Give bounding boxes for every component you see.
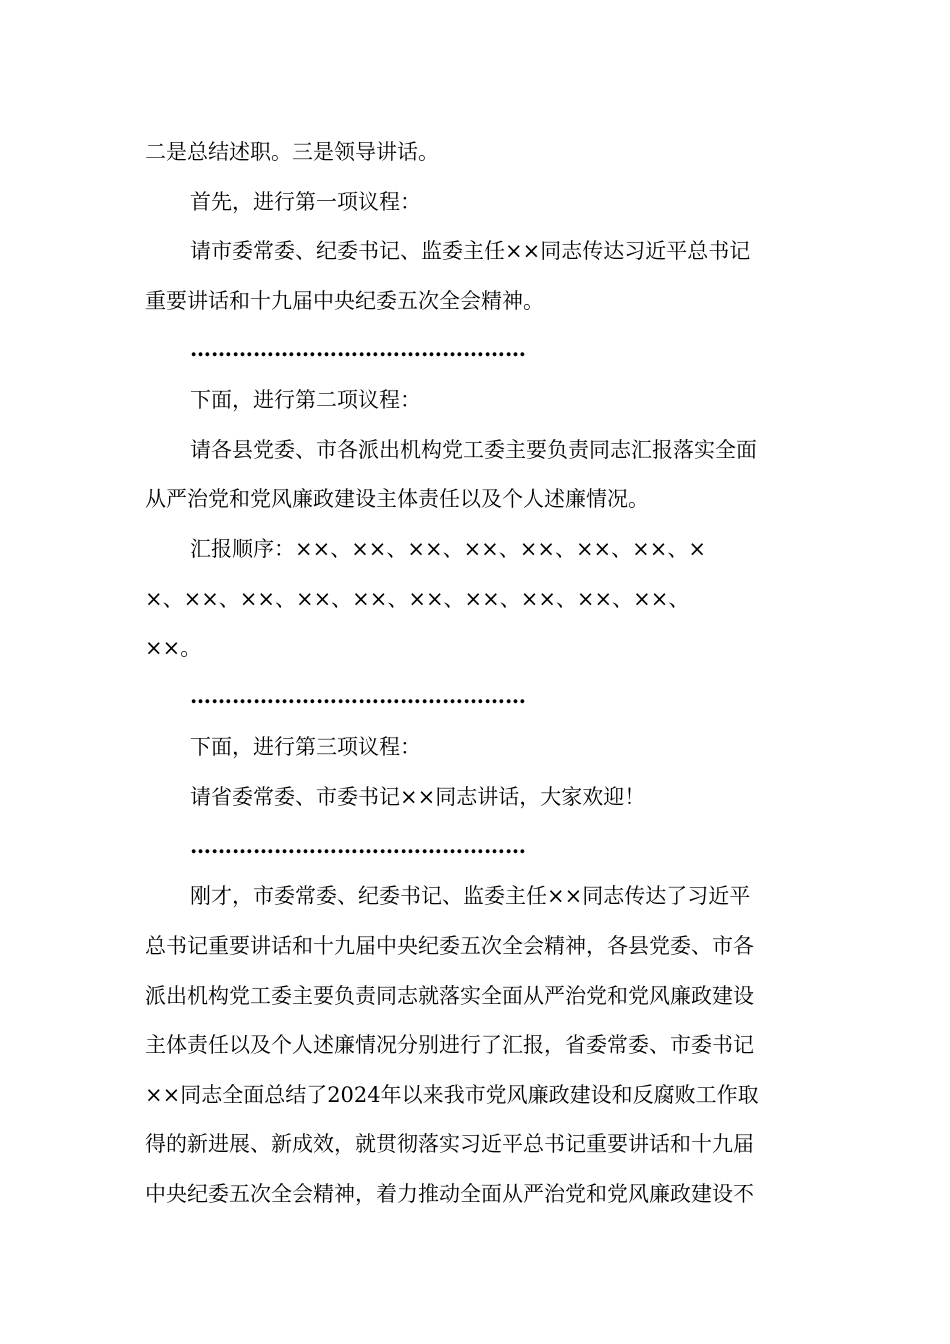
text-line: 从严治党和党风廉政建设主体责任以及个人述廉情况。 <box>145 487 649 511</box>
text-line: 总书记重要讲话和十九届中央纪委五次全会精神，各县党委、市各 <box>145 934 754 958</box>
text-line: 下面，进行第二项议程： <box>190 388 421 412</box>
text-line: 得的新进展、新成效，就贯彻落实习近平总书记重要讲话和十九届 <box>145 1132 754 1156</box>
text-line: 主体责任以及个人述廉情况分别进行了汇报，省委常委、市委书记 <box>145 1033 754 1057</box>
text-line: 请省委常委、市委书记××同志讲话，大家欢迎！ <box>190 785 646 809</box>
text-line: 中央纪委五次全会精神，着力推动全面从严治党和党风廉政建设不 <box>145 1182 754 1206</box>
text-line: 汇报顺序：××、××、××、××、××、××、××、× <box>190 537 706 561</box>
dotted-separator: ………………………………………… <box>190 336 526 361</box>
text-line: 二是总结述职。三是领导讲话。 <box>145 140 439 164</box>
text-line: 刚才，市委常委、纪委书记、监委主任××同志传达了习近平 <box>190 884 751 908</box>
text-line: ××同志全面总结了2024年以来我市党风廉政建设和反腐败工作取 <box>145 1083 759 1107</box>
text-line: 下面，进行第三项议程： <box>190 735 421 759</box>
text-line: 请市委常委、纪委书记、监委主任××同志传达习近平总书记 <box>190 239 751 263</box>
text-line: ××。 <box>145 636 202 660</box>
dotted-separator: ………………………………………… <box>190 833 526 858</box>
text-line: ×、××、××、××、××、××、××、××、××、××、 <box>145 587 690 611</box>
text-line: 派出机构党工委主要负责同志就落实全面从严治党和党风廉政建设 <box>145 984 754 1008</box>
dotted-separator: ………………………………………… <box>190 683 526 708</box>
text-line: 首先，进行第一项议程： <box>190 190 421 214</box>
text-line: 重要讲话和十九届中央纪委五次全会精神。 <box>145 289 544 313</box>
text-line: 请各县党委、市各派出机构党工委主要负责同志汇报落实全面 <box>190 438 757 462</box>
